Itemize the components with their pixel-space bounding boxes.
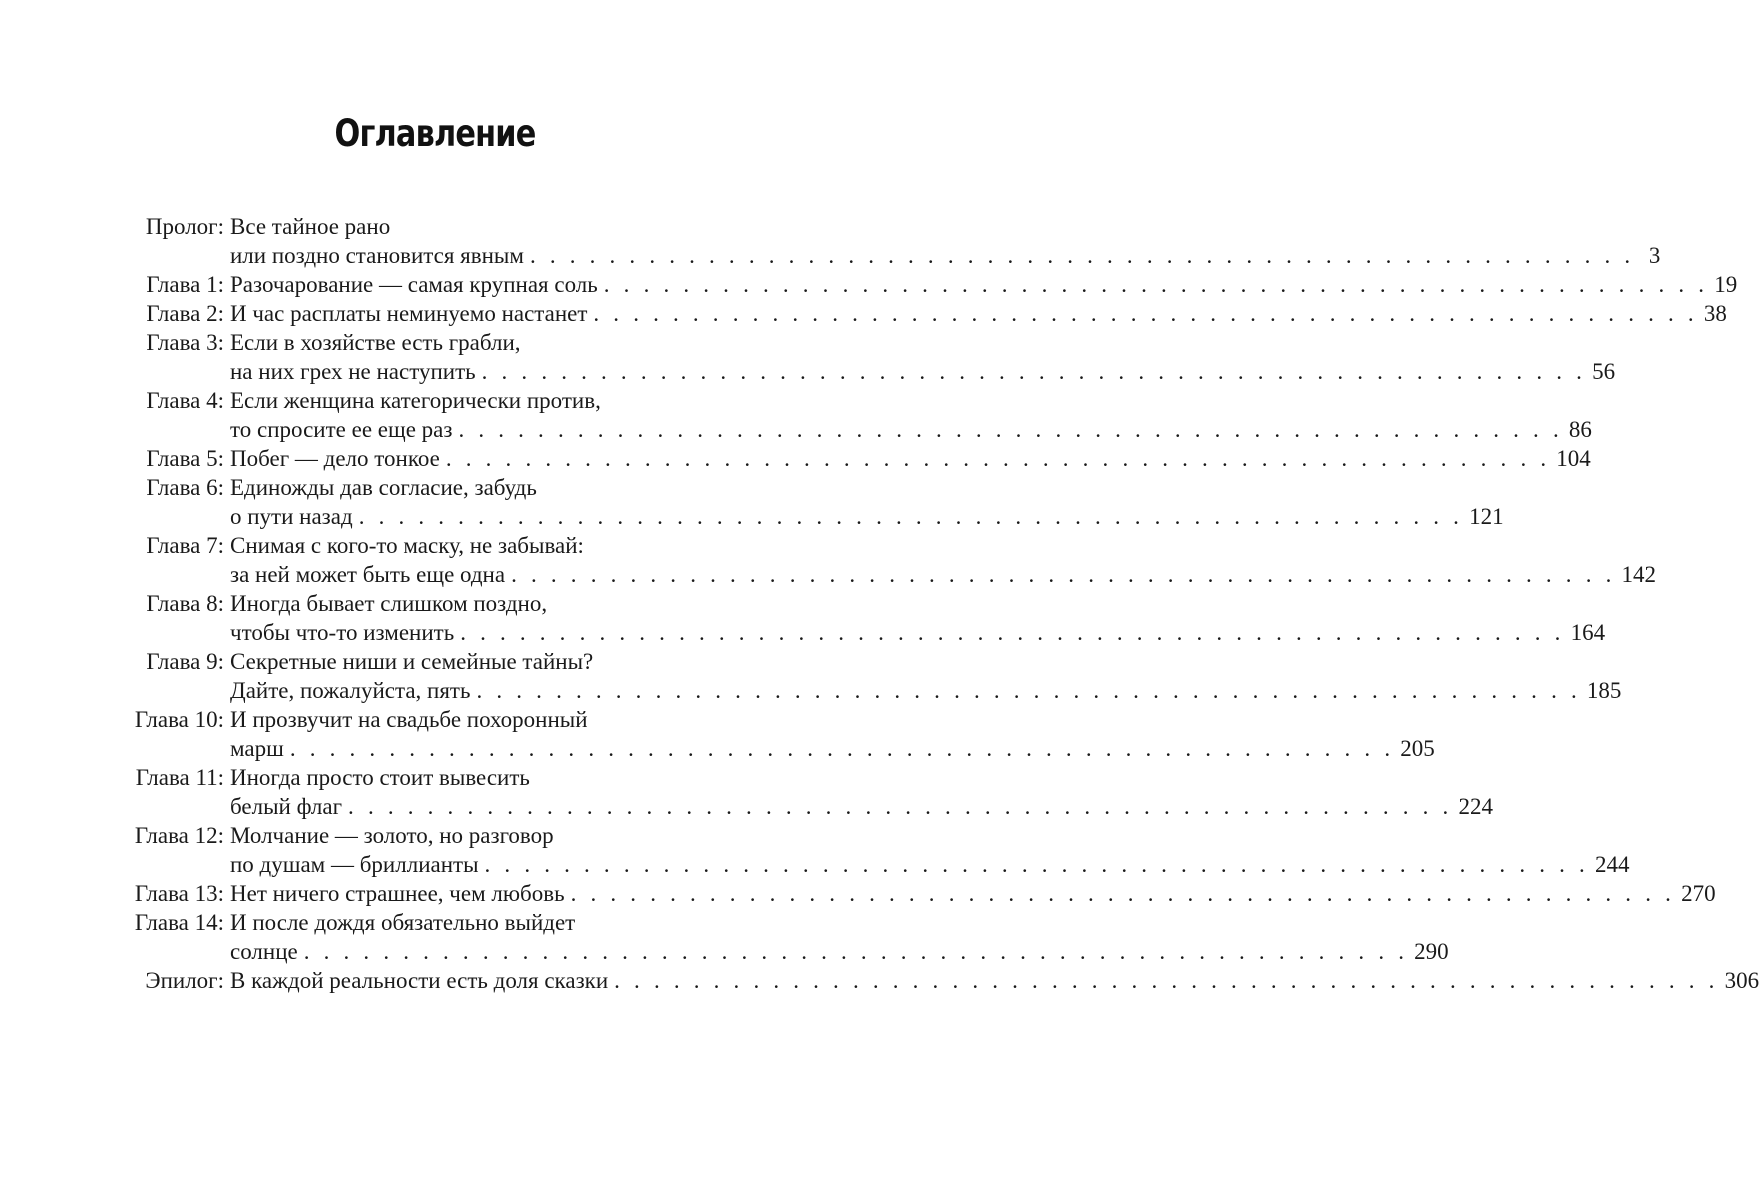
toc-entry-label: Глава 4: (146, 388, 224, 413)
toc-entry-leader-line (230, 879, 1716, 908)
toc-entry-title-line: Если в хозяйстве есть грабли, (230, 330, 521, 355)
toc-entry (0, 647, 1622, 705)
table-of-contents (0, 212, 1759, 995)
toc-entry-row (0, 386, 900, 415)
toc-page-number[interactable]: 205 (1400, 736, 1435, 761)
toc-entry-row (0, 531, 900, 560)
toc-entry-title-line: Снимая с кого-то маску, не забывай: (230, 533, 584, 558)
toc-entry-leader-line (230, 241, 1661, 270)
toc-leader-dots: . . . . . . . . . . . . . . . . . . . . . . . . . . . . . . . . . . . . . . . . . . . . . . . . . . . . . . . . (481, 359, 1587, 384)
toc-entry-label: Глава 1: (146, 272, 224, 297)
toc-entry-leader-line (230, 560, 1657, 589)
toc-entry-label: Пролог: (145, 214, 224, 239)
toc-entry-row (0, 270, 1738, 299)
toc-entry-row (0, 444, 1591, 473)
toc-entry-row (0, 879, 1716, 908)
toc-entry (0, 589, 1606, 647)
toc-entry-title-line: Иногда бывает слишком поздно, (230, 591, 548, 616)
toc-entry (0, 270, 1738, 299)
toc-entry (0, 879, 1716, 908)
toc-entry-row (0, 705, 900, 734)
toc-entry-label: Эпилог: (145, 968, 224, 993)
toc-entry-title-line: по душам — бриллианты (230, 852, 479, 877)
toc-entry-title-line: Дайте, пожалуйста, пять (230, 678, 471, 703)
toc-entry-row (0, 908, 900, 937)
toc-entry (0, 212, 1661, 270)
toc-entry-leader-line (230, 270, 1738, 299)
toc-page-number[interactable]: 3 (1648, 243, 1661, 268)
toc-entry-label: Глава 3: (146, 330, 224, 355)
toc-page-number[interactable]: 56 (1592, 359, 1616, 384)
toc-entry-label: Глава 7: (146, 533, 224, 558)
toc-entry-leader-line (230, 937, 1449, 966)
toc-entry (0, 299, 1727, 328)
toc-leader-dots: . . . . . . . . . . . . . . . . . . . . . . . . . . . . . . . . . . . . . . . . . . . . . . . . . . . . . . . . (445, 446, 1551, 471)
toc-entry-row (0, 415, 1592, 444)
toc-entry-row (0, 589, 900, 618)
toc-entry-leader-line (230, 502, 1504, 531)
toc-leader-dots: . . . . . . . . . . . . . . . . . . . . . . . . . . . . . . . . . . . . . . . . . . . . . . . . . . . . . . . . (303, 939, 1409, 964)
toc-leader-dots: . . . . . . . . . . . . . . . . . . . . . . . . . . . . . . . . . . . . . . . . . . . . . . . . . . . . . . . . (348, 794, 1453, 819)
toc-leader-dots: . . . . . . . . . . . . . . . . . . . . . . . . . . . . . . . . . . . . . . . . . . . . . . . . . . . . . . . . (476, 678, 1581, 703)
toc-entry-title-line: на них грех не наступить (230, 359, 476, 384)
toc-entry-row (0, 328, 900, 357)
toc-page-number[interactable]: 142 (1621, 562, 1657, 587)
toc-entry-leader-line (230, 357, 1616, 386)
toc-entry-label: Глава 12: (134, 823, 224, 848)
toc-page-number[interactable]: 185 (1586, 678, 1622, 703)
toc-entry-row (0, 560, 1657, 589)
toc-leader-dots: . . . . . . . . . . . . . . . . . . . . . . . . . . . . . . . . . . . . . . . . . . . . . . . . . . . . . . . . (614, 968, 1719, 993)
toc-entry-row (0, 647, 900, 676)
toc-page-number[interactable]: 244 (1594, 852, 1630, 877)
toc-entry-title-line: то спросите ее еще раз (230, 417, 453, 442)
toc-entry-label: Глава 9: (146, 649, 224, 674)
toc-entry-label: Глава 11: (135, 765, 224, 790)
toc-entry (0, 444, 1591, 473)
toc-page-number[interactable]: 224 (1458, 794, 1493, 819)
toc-entry-title-line: чтобы что-то изменить (230, 620, 455, 645)
toc-page-number[interactable]: 290 (1414, 939, 1449, 964)
toc-page-number[interactable]: 19 (1714, 272, 1738, 297)
toc-entry-title-line: белый флаг (230, 794, 343, 819)
toc-entry-leader-line (230, 415, 1592, 444)
toc-entry-leader-line (230, 966, 1759, 995)
toc-entry-row (0, 212, 900, 241)
toc-leader-dots: . . . . . . . . . . . . . . . . . . . . . . . . . . . . . . . . . . . . . . . . . . . . . . . . . . . . . . . . (593, 301, 1698, 326)
toc-entry-row (0, 966, 1759, 995)
toc-entry-leader-line (230, 299, 1727, 328)
toc-entry-row (0, 299, 1727, 328)
toc-entry-label: Глава 5: (146, 446, 224, 471)
toc-entry-label: Глава 8: (146, 591, 224, 616)
toc-page-number[interactable]: 104 (1556, 446, 1591, 471)
toc-leader-dots: . . . . . . . . . . . . . . . . . . . . . . . . . . . . . . . . . . . . . . . . . . . . . . . . . . . . . . . . (484, 852, 1589, 877)
toc-entry-title-line: И час расплаты неминуемо настанет (230, 301, 588, 326)
toc-entry (0, 763, 1493, 821)
toc-entry-row (0, 792, 1493, 821)
toc-leader-dots: . . . . . . . . . . . . . . . . . . . . . . . . . . . . . . . . . . . . . . . . . . . . . . . . . . . . . . . . (458, 417, 1563, 442)
toc-entry-row (0, 937, 1449, 966)
toc-leader-dots: . . . . . . . . . . . . . . . . . . . . . . . . . . . . . . . . . . . . . . . . . . . . . . . . . . . . . . . . (570, 881, 1676, 906)
toc-entry-label: Глава 14: (134, 910, 224, 935)
toc-leader-dots: . . . . . . . . . . . . . . . . . . . . . . . . . . . . . . . . . . . . . . . . . . . . . . . . . . . . . . . . (603, 272, 1709, 297)
toc-entry-title-line: о пути назад (230, 504, 353, 529)
toc-entry (0, 705, 1435, 763)
toc-entry-title-line: Разочарование — самая крупная соль (230, 272, 598, 297)
toc-entry-row (0, 473, 900, 502)
toc-leader-dots: . . . . . . . . . . . . . . . . . . . . . . . . . . . . . . . . . . . . . . . . . . . . . . . . . . . . . . . . (511, 562, 1616, 587)
toc-entry-leader-line (230, 734, 1435, 763)
toc-page-number[interactable]: 270 (1681, 881, 1716, 906)
toc-page-number[interactable]: 86 (1568, 417, 1592, 442)
toc-entry-leader-line (230, 850, 1630, 879)
toc-entry-label: Глава 6: (146, 475, 224, 500)
toc-entry-title-line: марш (230, 736, 284, 761)
toc-entry (0, 328, 1616, 386)
page-title: Оглавление (334, 112, 536, 155)
toc-page-number[interactable]: 38 (1703, 301, 1727, 326)
toc-page-number[interactable]: 164 (1570, 620, 1606, 645)
toc-leader-dots: . . . . . . . . . . . . . . . . . . . . . . . . . . . . . . . . . . . . . . . . . . . . . . . . . . . . . . . . (460, 620, 1565, 645)
toc-entry-leader-line (230, 444, 1591, 473)
toc-entry (0, 386, 1592, 444)
toc-entry-row (0, 357, 1616, 386)
toc-entry-row (0, 734, 1435, 763)
toc-entry (0, 531, 1657, 589)
toc-entry (0, 966, 1759, 995)
toc-entry-title-line: Иногда просто стоит вывесить (230, 765, 530, 790)
toc-entry-title-line: Если женщина категорически против, (230, 388, 601, 413)
toc-entry-title-line: или поздно становится явным (230, 243, 524, 268)
toc-entry-title-line: Единожды дав согласие, забудь (230, 475, 537, 500)
toc-entry-title-line: Все тайное рано (230, 214, 391, 239)
toc-page-number[interactable]: 121 (1469, 504, 1504, 529)
toc-entry-title-line: В каждой реальности есть доля сказки (230, 968, 609, 993)
toc-entry-row (0, 676, 1622, 705)
toc-entry-title-line: Секретные ниши и семейные тайны? (230, 649, 594, 674)
toc-entry-title-line: И прозвучит на свадьбе похоронный (230, 707, 588, 732)
toc-page-number[interactable]: 306 (1724, 968, 1759, 993)
toc-entry-leader-line (230, 676, 1622, 705)
toc-entry-leader-line (230, 792, 1493, 821)
toc-entry-label: Глава 13: (134, 881, 224, 906)
toc-entry-row (0, 850, 1630, 879)
toc-entry (0, 908, 1449, 966)
toc-entry-row (0, 241, 1661, 270)
toc-entry-title-line: Побег — дело тонкое (230, 446, 440, 471)
toc-entry-title-line: за ней может быть еще одна (230, 562, 506, 587)
toc-entry-row (0, 618, 1606, 647)
toc-entry-title-line: солнце (230, 939, 298, 964)
toc-entry-row (0, 763, 900, 792)
toc-leader-dots: . . . . . . . . . . . . . . . . . . . . . . . . . . . . . . . . . . . . . . . . . . . . . . . . . . . . . . . . (358, 504, 1464, 529)
toc-entry-label: Глава 10: (134, 707, 224, 732)
toc-leader-dots: . . . . . . . . . . . . . . . . . . . . . . . . . . . . . . . . . . . . . . . . . . . . . . . . . . . . . . . . (529, 243, 1635, 268)
toc-entry-title-line: И после дождя обязательно выйдет (230, 910, 576, 935)
toc-entry-label: Глава 2: (146, 301, 224, 326)
toc-entry (0, 473, 1504, 531)
toc-entry-row (0, 821, 900, 850)
toc-entry-title-line: Нет ничего страшнее, чем любовь (230, 881, 565, 906)
toc-leader-dots: . . . . . . . . . . . . . . . . . . . . . . . . . . . . . . . . . . . . . . . . . . . . . . . . . . . . . . . . (289, 736, 1395, 761)
toc-entry-title-line: Молчание — золото, но разговор (230, 823, 554, 848)
toc-entry-leader-line (230, 618, 1606, 647)
toc-entry-row (0, 502, 1504, 531)
toc-entry (0, 821, 1630, 879)
